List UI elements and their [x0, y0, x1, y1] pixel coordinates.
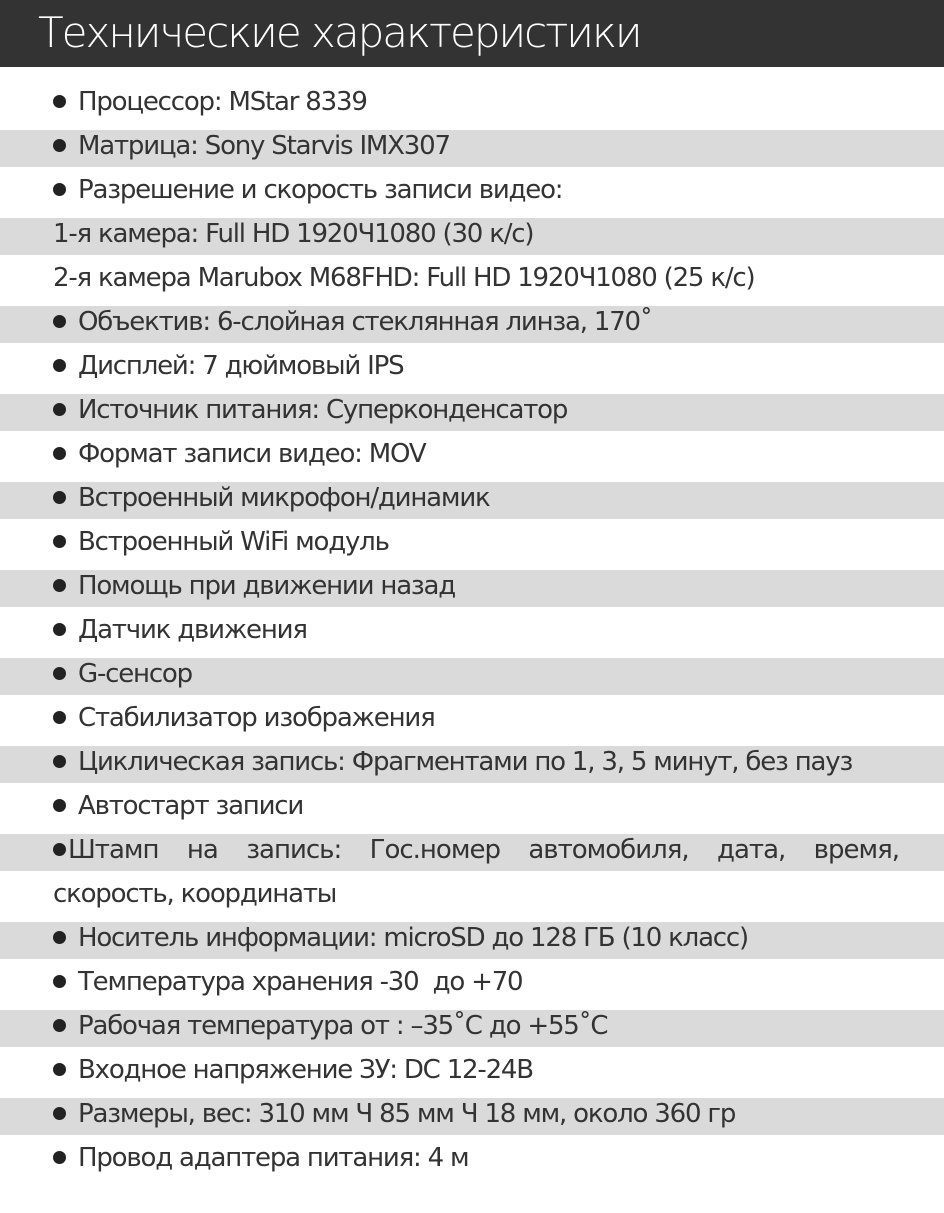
spec-text: 2-я камера Marubox M68FHD: Full HD 1920Ч1080 (25 к/с): [53, 263, 755, 293]
spec-item: [53, 85, 367, 119]
spec-item: [53, 525, 389, 559]
spec-item: [53, 1053, 533, 1087]
spec-item: [53, 129, 450, 163]
spec-text: Разрешение и скорость записи видео:: [78, 175, 563, 205]
spec-item: [53, 701, 435, 735]
spec-text: Помощь при движении назад: [78, 571, 456, 601]
spec-item: [53, 613, 307, 647]
bullet-icon: [53, 1019, 66, 1032]
spec-item: [53, 1097, 735, 1131]
bullet-icon: [53, 315, 66, 328]
spec-text: Формат записи видео: MOV: [78, 439, 426, 469]
spec-item: [53, 261, 754, 295]
bullet-icon: [53, 843, 66, 856]
spec-text: Автостарт записи: [78, 791, 304, 821]
bullet-icon: [53, 491, 66, 504]
bullet-icon: [53, 1063, 66, 1076]
spec-text: 1-я камера: Full HD 1920Ч1080 (30 к/с): [53, 219, 534, 249]
bullet-icon: [53, 1151, 66, 1164]
spec-text: Провод адаптера питания: 4 м: [78, 1143, 469, 1173]
spec-text: Размеры, вес: 310 мм Ч 85 мм Ч 18 мм, около 360 гр: [78, 1099, 736, 1129]
spec-item: [53, 745, 852, 779]
bullet-icon: [53, 183, 66, 196]
spec-item: [53, 305, 652, 339]
spec-text: Процессор: MStar 8339: [78, 87, 367, 117]
spec-text: Дисплей: 7 дюймовый IPS: [78, 351, 404, 381]
spec-item: [53, 921, 748, 955]
bullet-icon: [53, 755, 66, 768]
spec-text: Объектив: 6-слойная стеклянная линза, 170˚: [78, 307, 652, 337]
spec-item: [53, 437, 425, 471]
bullet-icon: [53, 359, 66, 372]
spec-text: Циклическая запись: Фрагментами по 1, 3, 5 минут, без пауз: [78, 747, 853, 777]
spec-item: [53, 349, 403, 383]
spec-text: Стабилизатор изображения: [78, 703, 435, 733]
bullet-icon: [53, 403, 66, 416]
spec-item: [53, 789, 303, 823]
bullet-icon: [53, 447, 66, 460]
spec-item: [53, 569, 455, 603]
bullet-icon: [53, 623, 66, 636]
spec-item: [53, 657, 192, 691]
bullet-icon: [53, 95, 66, 108]
spec-text: Датчик движения: [78, 615, 307, 645]
spec-item: [53, 481, 490, 515]
spec-text: Рабочая температура от : –35˚C до +55˚C: [78, 1011, 608, 1041]
spec-text: Встроенный WiFi модуль: [78, 527, 389, 557]
spec-text: Штамп на запись: Гос.номер автомобиля, дата, время,: [68, 835, 899, 865]
bullet-icon: [53, 667, 66, 680]
bullet-icon: [53, 975, 66, 988]
spec-item: [53, 173, 562, 207]
bullet-icon: [53, 711, 66, 724]
spec-text: Матрица: Sony Starvis IMX307: [78, 131, 450, 161]
spec-item: [53, 965, 522, 999]
header-bar: [0, 0, 944, 67]
bullet-icon: [53, 535, 66, 548]
spec-item: [53, 1141, 468, 1175]
spec-text: Источник питания: Суперконденсатор: [78, 395, 568, 425]
spec-text: Встроенный микрофон/динамик: [78, 483, 490, 513]
bullet-icon: [53, 799, 66, 812]
spec-text: Входное напряжение ЗУ: DC 12-24В: [78, 1055, 533, 1085]
spec-text: G-сенсор: [78, 659, 192, 689]
bullet-icon: [53, 579, 66, 592]
spec-item: [53, 217, 533, 251]
bullet-icon: [53, 1107, 66, 1120]
spec-text: Температура хранения -30 до +70: [78, 967, 523, 997]
bullet-icon: [53, 139, 66, 152]
spec-text: скорость, координаты: [53, 879, 337, 909]
spec-item-stamp: [53, 833, 899, 867]
spec-item-stamp-cont: [53, 877, 336, 911]
spec-text: Носитель информации: microSD до 128 ГБ (10 класс): [78, 923, 748, 953]
bullet-icon: [53, 931, 66, 944]
page-title: Технические характеристики: [38, 8, 641, 57]
spec-item: [53, 393, 567, 427]
spec-item: [53, 1009, 607, 1043]
